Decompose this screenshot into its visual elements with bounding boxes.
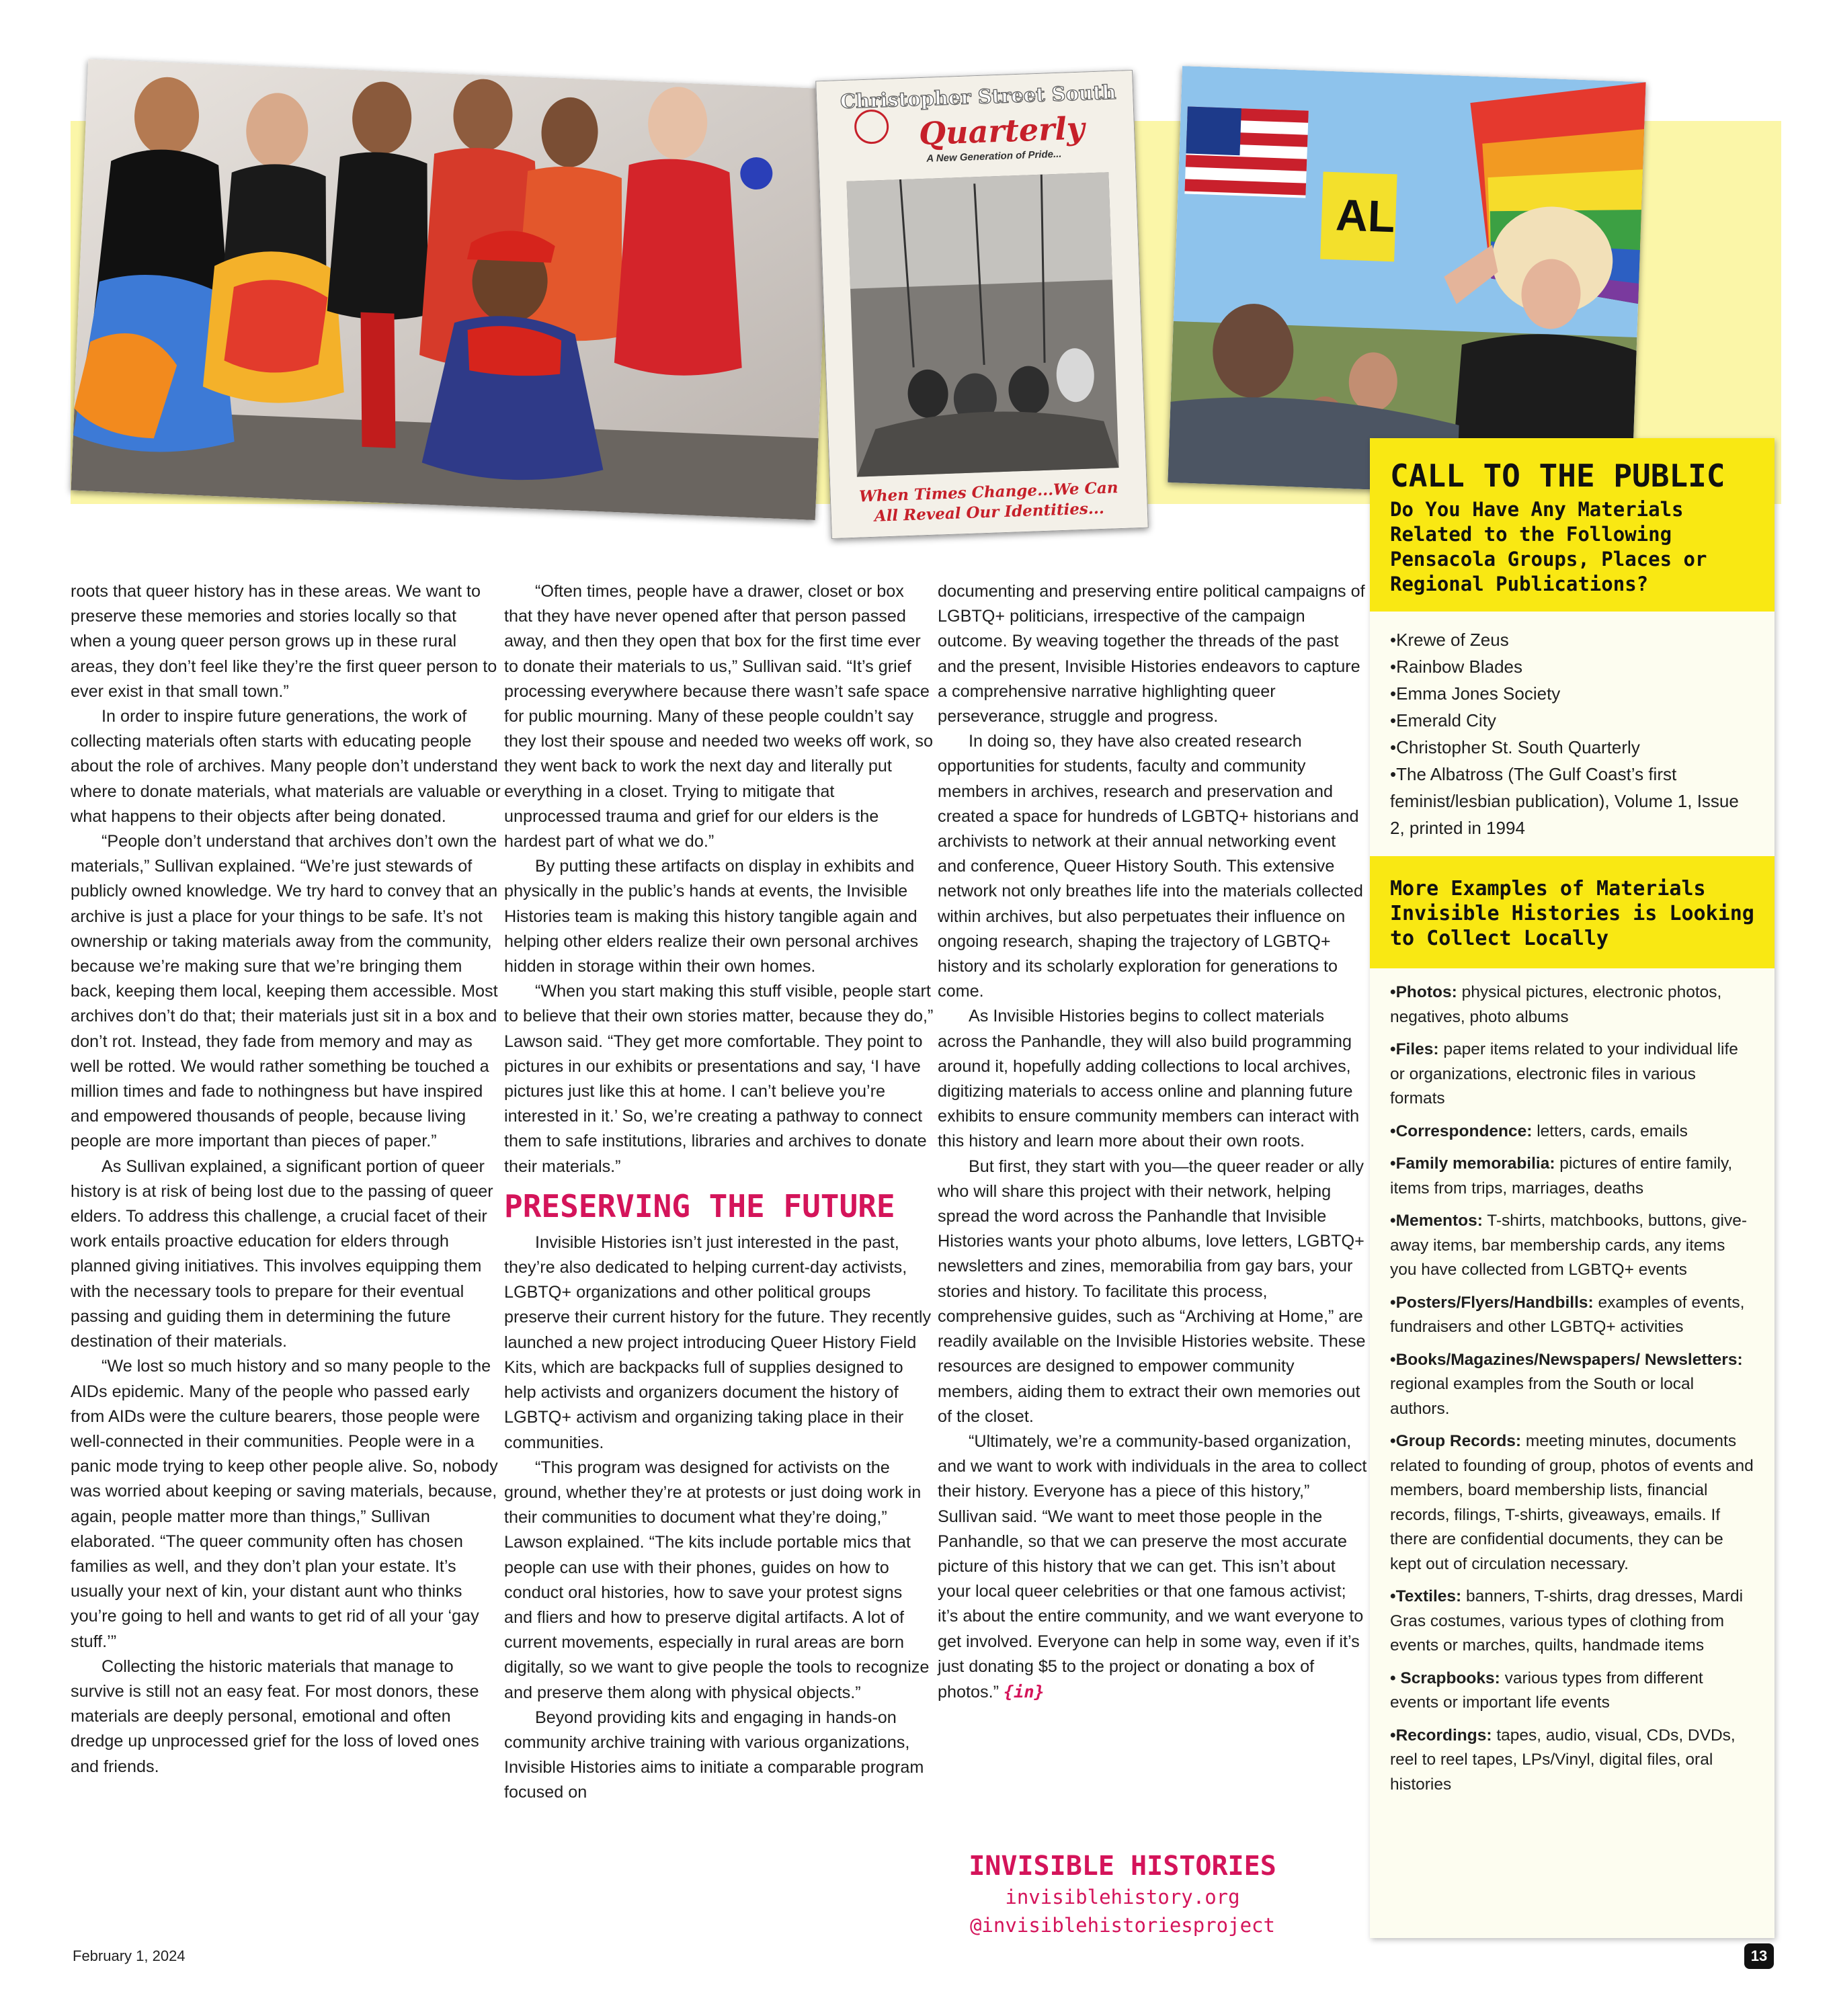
organization-name: INVISIBLE HISTORIES xyxy=(969,1851,1276,1882)
list-item: •Krewe of Zeus xyxy=(1390,630,1509,650)
list-item xyxy=(1390,980,1754,1030)
paragraph: Invisible Histories isn’t just interested in the past, they’re also dedicated to helping current-day activists, LGBTQ+ organizations and other political groups preserve their current history for the future. They recently launched a new project introducing Queer History Field Kits, which are backpacks full of supplies designed to help activists and organizers document the history of LGBTQ+ activism and organizing taking place in their communities. xyxy=(504,1232,932,1452)
item-text: various types from different events or important life events xyxy=(1390,1669,1703,1712)
item-text: pictures of entire family, items from trips, marriages, deaths xyxy=(1390,1154,1733,1198)
list-item xyxy=(1390,1291,1754,1340)
paragraph: In order to inspire future generations, the work of collecting materials often starts with educating people about the role of archives. Many people don’t understand where to donate materials, what materials are valuable or what happens to their objects after being donated. xyxy=(71,707,501,826)
materials-list xyxy=(1370,968,1775,1797)
paragraph: “People don’t understand that archives don’t own the materials,” Sullivan explained. “We’re just stewards of publicly owned knowledge. We try hard to convey that an archive is just a place for your things to be safe. It’s not ownership or taking materials away from the community, because we’re making sure that we’re bringing them back, keeping them local, keeping them accessible. Most archives don’t do that; their materials just sit in a box and don’t rot. Instead, they fade from memory and may as well be rotted. We would rather something be touched a million times and fade to nothingness but have inspired and empowered thousands of people, because living people are more important than pieces of paper.” xyxy=(71,832,498,1151)
paragraph: By putting these artifacts on display in exhibits and physically in the public’s hands at events, the Invisible Histories team is making this history tangible again and helping other elders realize their own personal archives hidden in storage within their own homes. xyxy=(504,857,919,976)
cover-title: Christopher Street South xyxy=(840,80,1116,114)
call-to-public-header xyxy=(1370,438,1775,612)
paragraph: In doing so, they have also created research opportunities for students, faculty and community members in archives, research and preservation and created a space for hundreds of LGBTQ+ historians and archivists to network at their annual networking event and conference, Queer History South. This extensive network not only breathes life into the materials collected within archives, but also perpetuates their influence on ongoing research, shaping the trajectory of LGBTQ+ history and its scholarly exploration for generations to come. xyxy=(938,732,1363,1001)
pride-rally-photo xyxy=(1168,66,1645,499)
issue-date: February 1, 2024 xyxy=(73,1947,186,1964)
item-label: •Books/Magazines/Newspapers/ Newsletters: xyxy=(1390,1350,1743,1369)
list-item xyxy=(1390,1667,1754,1716)
rally-sign-text: AL xyxy=(1335,190,1396,242)
paragraph: Collecting the historic materials that manage to survive is still not an easy feat. For most donors, these materials are deeply personal, emotional and often dredge up unprocessed grief for the loss of loved ones and friends. xyxy=(71,1656,479,1776)
paragraph: documenting and preserving entire political campaigns of LGBTQ+ politicians, irrespective of the campaign outcome. By weaving together the threads of the past and the present, Invisible Histories endeavors to capture a comprehensive narrative highlighting queer perseverance, struggle and progress. xyxy=(938,582,1365,726)
item-label: •Correspondence: xyxy=(1390,1122,1533,1140)
item-label: • Scrapbooks: xyxy=(1390,1669,1500,1687)
item-text: regional examples from the South or local authors. xyxy=(1390,1375,1695,1418)
list-item xyxy=(1390,1038,1754,1111)
paragraph: “This program was designed for activists on the ground, whether they’re at protests or just doing work in their communities to document what they’re doing,” Lawson explained. “The kits include portable mics that people can use with their phones, guides on how to conduct oral histories, how to save your protest signs and fliers and how to preserve digital artifacts. A lot of current movements, especially in rural areas are born digitally, so we want to give people the tools to recognize and preserve them along with physical objects.” xyxy=(504,1458,930,1702)
item-label: •Family memorabilia: xyxy=(1390,1154,1555,1173)
list-item xyxy=(1390,1152,1754,1201)
group-portrait-illustration xyxy=(71,59,833,520)
section-heading: PRESERVING THE FUTURE xyxy=(504,1187,895,1224)
article-column-3 xyxy=(938,579,1368,1705)
item-text: T-shirts, matchbooks, buttons, give-away items, bar membership cards, any items you have collected from LGBTQ+ events xyxy=(1390,1212,1747,1279)
list-item: •Rainbow Blades xyxy=(1390,657,1522,677)
paragraph: “When you start making this stuff visible, people start to believe that their own stories matter, because they do,” Lawson said. “They get more comfortable. They point to pictures in our exhibits or presentations and say, ‘I have pictures just like this at home. I can’t believe you’re interested in it.’ So, we’re creating a pathway to connect them to safe institutions, libraries and archives to donate their materials.” xyxy=(504,982,934,1176)
quarterly-cover-photo xyxy=(815,70,1149,539)
list-item: •Christopher St. South Quarterly xyxy=(1390,737,1640,757)
more-examples-title: More Examples of Materials Invisible Histories is Looking to Collect Locally xyxy=(1390,877,1754,950)
cover-caption-line-1: When Times Change...We Can xyxy=(858,478,1118,506)
paragraph: As Invisible Histories begins to collect materials across the Panhandle, they will also build programming around it, hopefully adding collections to local archives, digitizing materials to access online and planning future exhibits to ensure community members can interact with this history and learn more about their own roots. xyxy=(938,1007,1360,1151)
paragraph: As Sullivan explained, a significant portion of queer history is at risk of being lost due to the passing of queer elders. To address this challenge, a crucial facet of their work entails proactive education for elders through planned giving initiatives. This involves equipping them with the necessary tools to prepare for their eventual passing and guiding them in determining the future destination of their materials. xyxy=(71,1157,493,1351)
organization-handle[interactable]: @invisiblehistoriesproject xyxy=(970,1914,1275,1937)
item-text: letters, cards, emails xyxy=(1532,1122,1688,1140)
item-text: banners, T-shirts, drag dresses, Mardi Gras costumes, various types of clothing from events or marches, quilts, handmade items xyxy=(1390,1587,1744,1654)
cover-caption-line-2: All Reveal Our Identities... xyxy=(874,499,1105,526)
end-mark: {in} xyxy=(1004,1681,1045,1702)
more-examples-header xyxy=(1370,856,1775,968)
item-label: •Recordings: xyxy=(1390,1726,1492,1745)
closing-paragraph-text: “Ultimately, we’re a community-based organization, and we want to work with individuals in the area to collect their history. Everyone has a piece of this history,” Sullivan said. “We want to meet those people in the Panhandle, so that we can preserve the most accurate picture of this history that we can get. This isn’t about your local queer celebrities or that one famous activist; it’s about the entire community, and we want everyone to get involved. Everyone can help in some way, even if it’s just donating $5 to the project or donating a box of photos.” xyxy=(938,1431,1367,1702)
call-to-public-sidebar xyxy=(1370,438,1775,1938)
item-label: •Photos: xyxy=(1390,983,1457,1001)
page-number: 13 xyxy=(1744,1943,1774,1969)
paragraph: “Often times, people have a drawer, closet or box that they have never opened after that person passed away, and then they open that box for the first time ever to donate their materials to us,” Sullivan said. “It’s grief processing everywhere because there wasn’t safe space for public mourning. Many of these people couldn’t say they lost their spouse and needed two weeks off work, so they went back to work the next day and literally put everything in a closet. Trying to mitigate that unprocessed trauma and grief for our elders is the hardest part of what we do.” xyxy=(504,582,933,851)
organization-credit xyxy=(928,1849,1317,1939)
sidebar-title: CALL TO THE PUBLIC xyxy=(1390,458,1725,494)
group-portrait-photo xyxy=(71,59,833,520)
paragraph: But first, they start with you—the queer reader or ally who will share this project with their network, helping spread the word across the Panhandle that Invisible Histories wants your photo albums, love letters, LGBTQ+ newsletters and zines, memorabilia from gay bars, your stories and history. To facilitate this process, comprehensive guides, such as “Archiving at Home,” are readily available on the Invisible Histories website. These resources are designed to empower community members, aiding them to extract their own memories out of the closet. xyxy=(938,1157,1366,1426)
item-text: examples of events, fundraisers and other LGBTQ+ activities xyxy=(1390,1293,1745,1336)
cover-tagline: A New Generation of Pride... xyxy=(926,148,1062,165)
item-label: •Textiles: xyxy=(1390,1587,1462,1605)
list-item xyxy=(1390,1120,1754,1144)
list-item xyxy=(1390,1585,1754,1658)
article-column-2 xyxy=(504,579,934,1806)
item-label: •Posters/Flyers/Handbills: xyxy=(1390,1293,1594,1312)
cover-quarterly: Quarterly xyxy=(918,110,1086,153)
group-list xyxy=(1370,612,1775,856)
list-item: •The Albatross (The Gulf Coast’s first feminist/lesbian publication), Volume 1, Issue 2, printed in 1994 xyxy=(1390,764,1739,838)
item-text: paper items related to your individual life or organizations, electronic files in various formats xyxy=(1390,1040,1738,1107)
item-label: •Files: xyxy=(1390,1040,1439,1058)
list-item xyxy=(1390,1209,1754,1283)
paragraph: “We lost so much history and so many people to the AIDs epidemic. Many of the people who passed early from AIDs were the culture bearers, those people were well-connected in their communities. People were in a panic mode trying to keep other people alive. So, nobody was worried about keeping or saving materials, because, again, people matter more than things,” Sullivan elaborated. “The queer community often has chosen families as well, and they don’t plan your estate. It’s usually your next of kin, your distant aunt who thinks you’re going to hell and wants to get rid of all your ‘gay stuff.’” xyxy=(71,1357,498,1651)
list-item xyxy=(1390,1724,1754,1798)
item-text: physical pictures, electronic photos, negatives, photo albums xyxy=(1390,983,1722,1026)
item-text: tapes, audio, visual, CDs, DVDs, reel to reel tapes, LPs/Vinyl, digital files, oral histories xyxy=(1390,1726,1736,1794)
list-item: •Emerald City xyxy=(1390,710,1496,730)
sidebar-subtitle: Do You Have Any Materials Related to the Following Pensacola Groups, Places or Regional Publications? xyxy=(1390,498,1707,595)
item-label: •Mementos: xyxy=(1390,1212,1483,1230)
item-text: meeting minutes, documents related to founding of group, photos of events and members, board membership lists, financial records, filings, T-shirts, giveaways, emails. If there are confidential documents, they can be kept out of circulation necessary. xyxy=(1390,1432,1754,1573)
list-item xyxy=(1390,1429,1754,1577)
list-item: •Emma Jones Society xyxy=(1390,683,1561,704)
paragraph: Beyond providing kits and engaging in hands-on community archive training with various organizations, Invisible Histories aims to initiate a comparable program focused on xyxy=(504,1708,924,1802)
list-item xyxy=(1390,1348,1754,1422)
paragraph xyxy=(938,1429,1368,1705)
paragraph: roots that queer history has in these areas. We want to preserve these memories and stories locally so that when a young queer person grows up in these rural areas, they don’t feel like they’re the first queer person to ever exist in that small town.” xyxy=(71,582,497,701)
item-label: •Group Records: xyxy=(1390,1432,1522,1450)
pride-rally-illustration xyxy=(1168,66,1645,499)
organization-url[interactable]: invisiblehistory.org xyxy=(1005,1886,1240,1908)
article-column-1 xyxy=(71,579,501,1779)
